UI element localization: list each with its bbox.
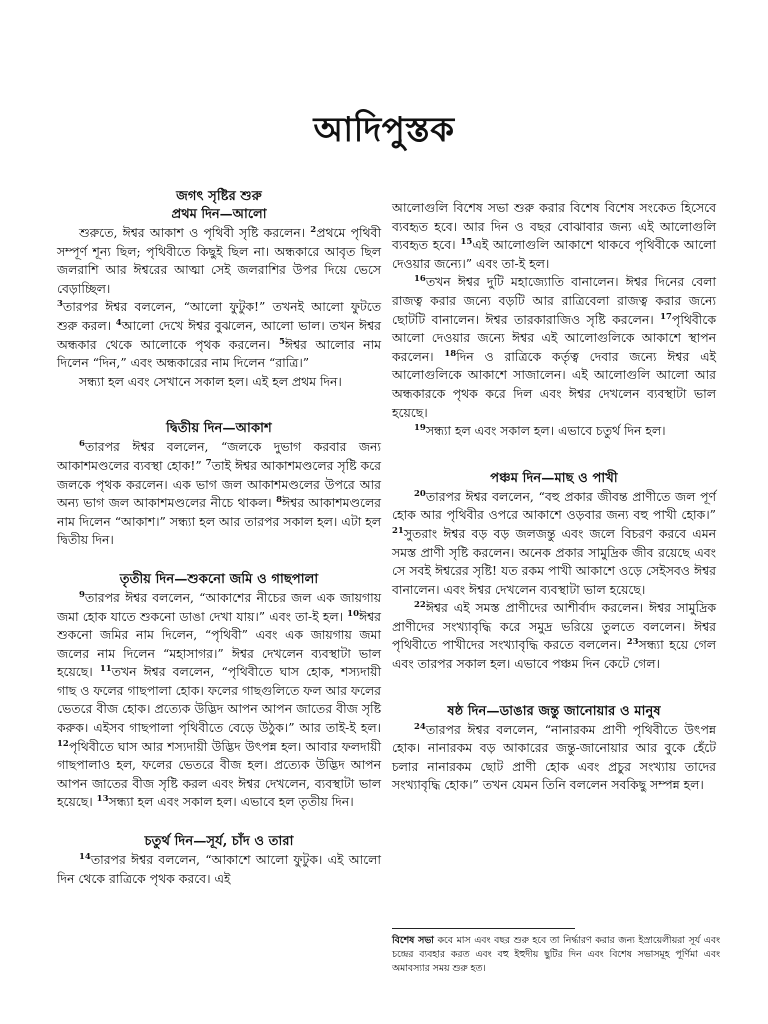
verse-paragraph [57,298,381,372]
verse-number: 2 [310,224,317,235]
verse-paragraph [392,721,716,795]
footnote-term: বিশেষ সভা [392,935,434,946]
section-heading-day-three: তৃতীয় দিন—শুকনো জমি ও গাছপালা [119,571,319,587]
verse-number: 12 [57,738,69,749]
verse-paragraph: সন্ধ্যা হল এবং সেখানে সকাল হল। এই হল প্রথম দিন। [79,373,342,389]
section-heading-day-four: চতুর্থ দিন—সূর্য, চাঁদ ও তারা [144,834,294,850]
verse-number: 18 [444,348,457,359]
right-column [392,199,716,795]
verse-text: তখন ঈশ্বর বললেন, “পৃথিবীতে ঘাস হোক, শস্যদায়ী গাছ ও ফলের গাছপালা হোক। ফলের গাছগুলিতে ফল আর ফলের ভেতরে বীজ হোক। প্রত্যেক উদ্ভিদ আপন আপন জাতের বীজ সৃষ্টি করুক। এইসব গাছপালা পৃথিবীতে বেড়ে উঠুক।” আর তাই-ই হল। [57,664,381,736]
verse-text: ঈশ্বর এই সমস্ত প্রাণীদের আশীর্বাদ করলেন। ঈশ্বর সামুদ্রিক প্রাণীদের সংখ্যাবৃদ্ধি করে সমুদ্র ভরিয়ে তুলতে বললেন। ঈশ্বর পৃথিবীতে পাখীদের সংখ্যাবৃদ্ধি করতে বললেন। [392,600,716,653]
verse-text: ঈশ্বর আকাশমণ্ডলের নাম দিলেন “আকাশ।” সন্ধ্যা হল আর তারপর সকাল হল। এটা হল দ্বিতীয় দিন। [57,495,382,548]
section-heading-day-one: প্রথম দিন—আলো [171,207,267,222]
verse-number: 14 [79,851,91,862]
section-heading-day-five: পঞ্চম দিন—মাছ ও পাখী [490,470,618,486]
section-gap [392,441,716,469]
verse-paragraph [392,488,716,600]
verse-text: তারপর ঈশ্বর বললেন, “বহু প্রকার জীবন্ত প্রাণীতে জল পূর্ণ হোক আর পৃথিবীর ওপরে আকাশে ওড়বার জন্য বহু পাখী হোক।” [392,488,716,523]
verse-paragraph [57,589,381,812]
verse-paragraph [57,851,381,888]
verse-number: 5 [278,336,285,347]
verse-number: 20 [414,488,426,499]
verse-text: ঈশ্বর আলোর নাম দিলেন “দিন,” এবং অন্ধকারের নাম দিলেন “রাত্রি।” [57,336,382,371]
verse-paragraph [392,599,716,673]
verse-number: 7 [205,457,212,468]
verse-number: 8 [276,495,283,505]
verse-paragraph [392,199,716,273]
verse-text: তারপর ঈশ্বর বললেন, “আকাশে আলো ফুটুক। এই আলো দিন থেকে রাত্রিকে পৃথক করবে। এই [57,852,381,886]
book-title: আদিপুস্তক [313,110,455,150]
section-gap [57,391,381,419]
verse-paragraph [392,422,716,441]
section-gap [392,674,716,702]
footnote [392,934,720,977]
verse-number: 13 [96,794,109,805]
verse-number: 4 [115,317,122,328]
verse-text: তারপর ঈশ্বর বললেন, “জলকে দুভাগ করবার জন্য আকাশমণ্ডলের ব্যবস্থা হোক!” [57,439,381,473]
verse-number: 24 [414,721,426,732]
verse-number: 17 [660,311,672,322]
verse-number: 6 [79,439,85,450]
verse-number: 15 [460,237,473,248]
verse-number: 16 [414,274,426,285]
verse-paragraph [57,224,381,298]
verse-text: সন্ধ্যা হল এবং সকাল হল। এভাবে হল তৃতীয় দিন। [108,794,354,810]
verse-text: শুরুতে, ঈশ্বর আকাশ ও পৃথিবী সৃষ্টি করলেন। [79,225,311,240]
verse-text: সন্ধ্যা হয়ে গেল এবং তারপর সকাল হল। এভাবে পঞ্চম দিন কেটে গেল। [392,637,716,672]
section-gap [57,812,381,832]
verse-text: পৃথিবীকে আলো দেওয়ার জন্যে ঈশ্বর এই আলোগুলিকে আকাশে স্থাপন করলেন। [392,311,716,364]
verse-paragraph [57,438,381,550]
verse-text: ঈশ্বর শুকনো জমির নাম দিলেন, “পৃথিবী” এবং এক জায়গায় জমা জলের নাম দিলেন “মহাসাগর।” ঈশ্বর দেখলেন ব্যবস্থাটা ভাল হয়েছে। [57,608,381,680]
verse-text: সুতরাং ঈশ্বর বড় বড় জলজন্তু এবং জলে বিচরণ করবে এমন সমস্ত প্রাণী সৃষ্টি করলেন। অনেক প্রকার সামুদ্রিক জীব রয়েছে এবং সে সবই ঈশ্বরের সৃষ্টি! যত রকম পাখী আকাশে ওড়ে সেইসবও ঈশ্বর বানালেন। এবং ঈশ্বর দেখলেন ব্যবস্থাটা ভাল হয়েছে। [392,525,716,597]
footnote-text: কবে মাস এবং বছর শুরু হবে তা নির্দ্ধারণ করার জন্য ইস্রায়েলীয়রা সূর্য এবং চন্দ্রের ব্যবহার করত এবং বহু ইহুদীয় ছুটির দিন এবং বিশেষ সভাসমূহ পূর্ণিমা এবং অমাবস্যার সময় শুরু হত। [392,935,721,975]
verse-number: 3 [57,299,63,310]
verse-number: 19 [414,423,426,433]
verse-number: 11 [99,664,112,675]
section-heading-day-six: ষষ্ঠ দিন—ডাঙার জন্তু জানোয়ার ও মানুষ [447,703,661,719]
section-heading-creation: জগৎ সৃষ্টির শুরু [176,189,262,204]
verse-number: 21 [392,525,404,536]
verse-text: তখন ঈশ্বর দুটি মহাজ্যোতি বানালেন। ঈশ্বর দিনের বেলা রাজত্ব করার জন্যে বড়টি আর রাত্রিবেলা রাজত্ব করার জন্যে ছোটটি বানালেন। ঈশ্বর তারকারাজিও সৃষ্টি করলেন। [392,274,716,327]
verse-text: প্রথমে পৃথিবী সম্পূর্ণ শূন্য ছিল; পৃথিবীতে কিছুই ছিল না। অন্ধকারে আবৃত ছিল জলরাশি আর ঈশ্বরের আত্মা সেই জলরাশির উপর দিয়ে ভেসে বেড়াচ্ছিল। [57,225,381,296]
verse-text: তারপর ঈশ্বর বললেন, “আকাশের নীচের জল এক জায়গায় জমা হোক যাতে শুকনো ডাঙা দেখা যায়।” এবং তা-ই হল। [57,589,381,624]
verse-text: তারপর ঈশ্বর বললেন, “নানারকম প্রাণী পৃথিবীতে উৎপন্ন হোক। নানারকম বড় আকারের জন্তু-জানোয়ার আর বুকে হেঁটে চলার নানারকম ছোট প্রাণী হোক এবং প্রচুর সংখ্যায় তাদের সংখ্যাবৃদ্ধি হোক।” তখন যেমন তিনি বললেন সবকিছু সম্পন্ন হল। [392,721,716,793]
verse-paragraph [392,273,716,422]
verse-text: এই আলোগুলি আকাশে থাকবে পৃথিবীকে আলো দেওয়ার জন্যে।” এবং তা-ই হল। [392,237,717,271]
verse-text: আলো দেখে ঈশ্বর বুঝলেন, আলো ভাল। তখন ঈশ্বর অন্ধকার থেকে আলোকে পৃথক করলেন। [57,317,381,352]
verse-text: সন্ধ্যা হল এবং সকাল হল। এভাবে চতুর্থ দিন হল। [425,423,666,439]
section-heading-day-two: দ্বিতীয় দিন—আকাশ [166,421,272,437]
verse-text: পৃথিবীতে ঘাস আর শস্যদায়ী উদ্ভিদ উৎপন্ন হল। আবার ফলদায়ী গাছপালাও হল, ফলের ভেতরে বীজ হল। প্রত্যেক উদ্ভিদ আপন আপন জাতের বীজ সৃষ্টি করল এবং ঈশ্বর দেখলেন, ব্যবস্থাটা ভাল হয়েছে। [57,738,381,810]
verse-text: তারপর ঈশ্বর বললেন, “আলো ফুটুক!” তখনই আলো ফুটতে শুরু করল। [57,299,381,333]
verse-number: 9 [79,589,85,600]
verse-text: দিন ও রাত্রিকে কর্তৃত্ব দেবার জন্যে ঈশ্বর এই আলোগুলিকে আকাশে সাজালেন। এই আলোগুলি আলো আর অন্ধকারকে পৃথক করে দিল এবং ঈশ্বর দেখলেন ব্যবস্থাটা ভাল হয়েছে। [392,348,716,420]
verse-text: তাই ঈশ্বর আকাশমণ্ডলের সৃষ্টি করে জলকে পৃথক করলেন। এক ভাগ জল আকাশমণ্ডলের উপরে আর অন্য ভাগ জল আকাশমণ্ডলের নীচে থাকল। [57,457,381,511]
verse-text: আলোগুলি বিশেষ সভা শুরু করার বিশেষ বিশেষ সংকেত হিসেবে ব্যবহৃত হবে। আর দিন ও বছর বোঝাবার জন্য এই আলোগুলি ব্যবহৃত হবে। [392,200,716,253]
verse-number: 10 [347,608,360,619]
section-gap [57,550,381,570]
footnote-divider [392,928,575,929]
verse-number: 22 [414,600,426,611]
left-column [57,187,381,888]
verse-number: 23 [626,637,639,648]
